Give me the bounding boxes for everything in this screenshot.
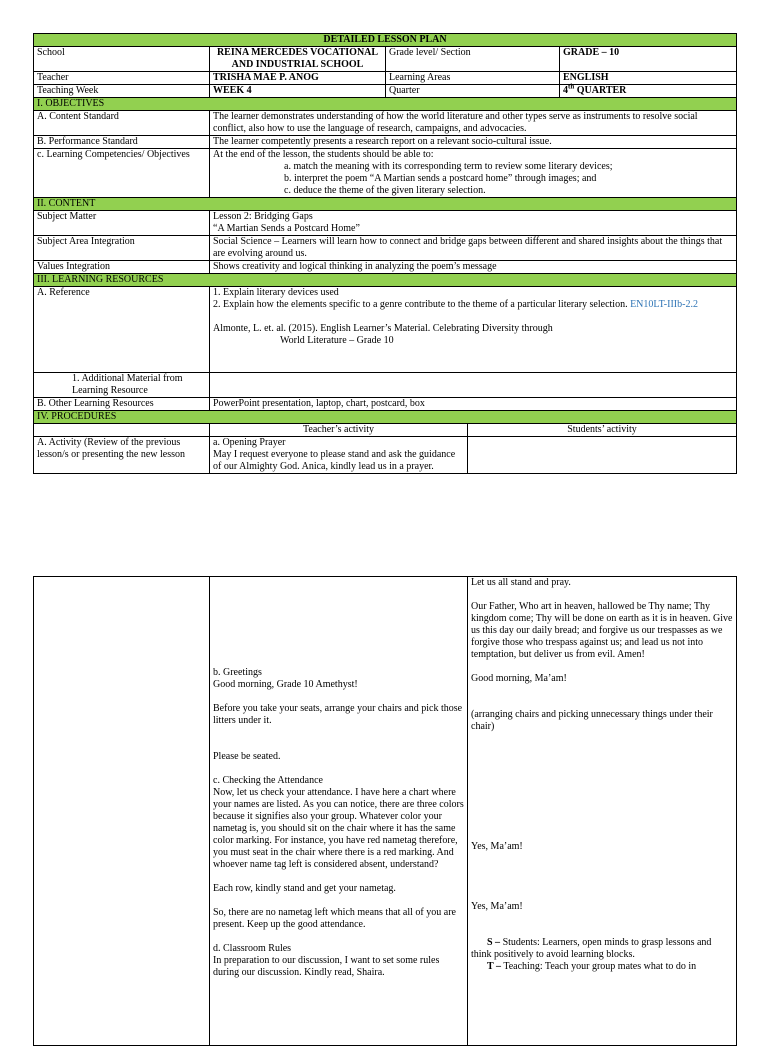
greeting-reply: Good morning, Ma’am! [471,673,567,684]
performance-standard-label: B. Performance Standard [34,136,210,149]
quarter-value [560,82,737,98]
prayer-text: Our Father, Who art in heaven, hallowed be Thy name; Thy kingdom come; Thy will be done on earth as it is in heaven. Give us this day our daily bread; and forgive us our trespasses as we forgive those who trespass against us; and lead us not into temptation, but deliver us from evil. Amen! [471,601,733,660]
quarter-label: Quarter [386,85,560,98]
continuation-table [33,576,737,1046]
reference-label: A. Reference [34,287,210,373]
grade-value: GRADE – 10 [560,47,737,72]
competencies-intro: At the end of the lesson, the students should be able to: [213,149,434,160]
continuation-label-cell [34,577,210,1046]
week-label: Teaching Week [34,85,210,98]
greetings-title: b. Greetings [213,667,262,678]
lesson-title: Lesson 2: Bridging Gaps [213,211,313,222]
competencies-cell [210,149,737,198]
document-title: DETAILED LESSON PLAN [34,34,737,47]
attendance-title: c. Checking the Attendance [213,775,323,786]
greetings-text: Good morning, Grade 10 Amethyst! [213,679,358,690]
rules-text: In preparation to our discussion, I want to set some rules during our discussion. Kindly read, Shaira. [213,955,440,978]
pray-text: Let us all stand and pray. [471,577,571,588]
subject-matter-label: Subject Matter [34,211,210,236]
quarter-suffix: th [568,82,575,91]
objectives-heading: I. OBJECTIVES [34,98,737,111]
values-label: Values Integration [34,261,210,274]
students-activity-header: Students’ activity [468,424,737,437]
week-value: WEEK 4 [210,85,386,98]
competency-item: c. deduce the theme of the given literary selection. [284,185,486,196]
rule-s-text: Students: Learners, open minds to grasp lessons and think positively to avoid learning blocks. [471,937,712,960]
opening-prayer-students [468,437,737,474]
attendance-text: Now, let us check your attendance. I have here a chart where your names are listed. As you can notice, there are three colors because it signifies also your group. Whatever color your nametag is, you should sit on the chair where it has the same color marking. For instance, you have red nametag therefore, you must seat in the chair where there is a red marking. And whoever name tag left is considered absent, understand? [213,787,464,870]
rule-t [471,961,733,973]
grade-label: Grade level/ Section [386,47,560,72]
areas-label: Learning Areas [386,72,560,85]
performance-standard: The learner competently presents a research report on a relevant socio-cultural issue. [210,136,737,149]
additional-material-value [210,373,737,398]
competency-code-link[interactable]: EN10LT-IIIb-2.2 [630,299,698,310]
lesson-plan-table [33,33,737,474]
reference-cell [210,287,737,373]
integration-value: Social Science – Learners will learn how to connect and bridge gaps between different and shared insights about the things that are evolving around us. [210,236,737,261]
opening-prayer-title: a. Opening Prayer [213,437,286,448]
row-text: Each row, kindly stand and get your nametag. [213,883,396,894]
teacher-value: TRISHA MAE P. ANOG [210,72,386,85]
students-activity-cell [468,577,737,1046]
teacher-activity-header: Teacher’s activity [210,424,468,437]
integration-label: Subject Area Integration [34,236,210,261]
yes-reply-1: Yes, Ma’am! [471,841,523,852]
reference-citation: Almonte, L. et. al. (2015). English Learner’s Material. Celebrating Diversity through [213,323,553,334]
additional-material-label: 1. Additional Material from Learning Resource [34,373,210,398]
selection-title: “A Martian Sends a Postcard Home” [213,223,360,234]
procedures-heading: IV. PROCEDURES [34,411,737,424]
reference-item [213,299,733,311]
other-resources-value: PowerPoint presentation, laptop, chart, postcard, box [210,398,737,411]
school-label: School [34,47,210,72]
content-standard-label: A. Content Standard [34,111,210,136]
quarter-number: 4 [563,85,568,96]
competency-item: b. interpret the poem “A Martian sends a postcard home” through images; and [284,173,597,184]
activity-label: A. Activity (Review of the previous lesson/s or presenting the new lesson [34,437,210,474]
rule-s-letter: S – [487,937,501,948]
rule-t-text: Teaching: Teach your group mates what to do in [501,961,697,972]
rules-title: d. Classroom Rules [213,943,292,954]
rule-s [471,937,733,961]
yes-reply-2: Yes, Ma’am! [471,901,523,912]
teacher-activity-cell [210,577,468,1046]
values-value: Shows creativity and logical thinking in analyzing the poem’s message [210,261,737,274]
competency-item: a. match the meaning with its corresponding term to review some literary devices; [284,161,613,172]
content-standard: The learner demonstrates understanding of how the world literature and other types serve as instruments to resolve social conflict, also how to use the language of research, campaigns, and advocacies. [210,111,737,136]
arranging-text: (arranging chairs and picking unnecessary things under their chair) [471,709,713,732]
reference-item: 1. Explain literary devices used [213,287,339,298]
content-heading: II. CONTENT [34,198,737,211]
areas-value: ENGLISH [560,72,737,85]
opening-prayer-cell [210,437,468,474]
school-value: REINA MERCEDES VOCATIONAL AND INDUSTRIAL SCHOOL [210,47,386,72]
quarter-word: QUARTER [574,85,627,96]
teacher-label: Teacher [34,72,210,85]
reference-citation-cont: World Literature – Grade 10 [280,335,394,346]
subject-matter [210,211,737,236]
reference-text: 2. Explain how the elements specific to a genre contribute to the theme of a particular literary selection. [213,299,628,310]
seats-text: Before you take your seats, arrange your chairs and pick those litters under it. [213,703,463,726]
present-text: So, there are no nametag left which means that all of you are present. Keep up the good attendance. [213,907,456,930]
seated-text: Please be seated. [213,751,281,762]
resources-heading: III. LEARNING RESOURCES [34,274,737,287]
opening-prayer-text: May I request everyone to please stand and ask the guidance of our Almighty God. Anica, kindly lead us in a prayer. [213,449,456,472]
rule-t-letter: T – [487,961,501,972]
procedures-blank [34,424,210,437]
other-resources-label: B. Other Learning Resources [34,398,210,411]
competencies-label: c. Learning Competencies/ Objectives [34,149,210,198]
